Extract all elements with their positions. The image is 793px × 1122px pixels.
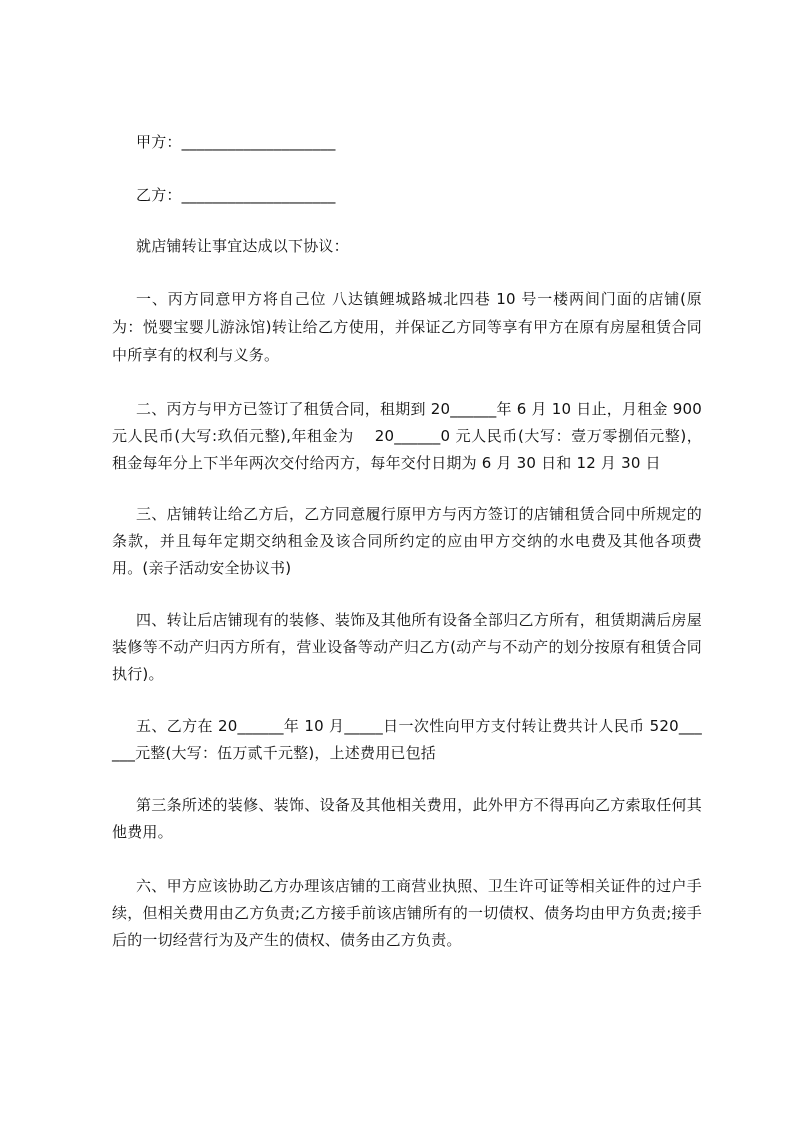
clause-6: 六、甲方应该协助乙方办理该店铺的工商营业执照、卫生许可证等相关证件的过户手续，但相关费用由乙方负责;乙方接手前该店铺所有的一切债权、债务均由甲方负责;接手后的一切经营行为及产生的债权、债务由乙方负责。 — [112, 877, 702, 949]
clause-3: 三、店铺转让给乙方后，乙方同意履行原甲方与丙方签订的店铺租赁合同中所规定的条款，并且每年定期交纳租金及该合同所约定的应由甲方交纳的水电费及其他各项费用。(亲子活动安全协议书) — [112, 505, 702, 577]
clause-4: 四、转让后店铺现有的装修、装饰及其他所有设备全部归乙方所有，租赁期满后房屋装修等不动产归丙方所有，营业设备等动产归乙方(动产与不动产的划分按原有租赁合同执行)。 — [112, 611, 702, 683]
party-a-line: 甲方：____________________ — [136, 133, 336, 151]
clause-5-continued: 第三条所述的装修、装饰、设备及其他相关费用，此外甲方不得再向乙方索取任何其他费用。 — [112, 796, 702, 841]
intro-line: 就店铺转让事宜达成以下协议： — [136, 237, 349, 255]
clause-5: 五、乙方在 20______年 10 月_____日一次性向甲方支付转让费共计人民币 520______元整(大写：伍万贰千元整)，上述费用已包括 — [112, 717, 702, 762]
clause-1: 一、丙方同意甲方将自己位 八达镇鲤城路城北四巷 10 号一楼两间门面的店铺(原为：悦婴宝婴儿游泳馆)转让给乙方使用，并保证乙方同等享有甲方在原有房屋租赁合同中所享有的权利与义务。 — [112, 290, 702, 364]
clause-2: 二、丙方与甲方已签订了租赁合同，租期到 20______年 6 月 10 日止，月租金 900 元人民币(大写:玖佰元整),年租金为 20______0 元人民币(大写：壹万零捌佰元整)，租金每年分上下半年两次交付给丙方，每年交付日期为 6 月 30 日和 12 月 30 日 — [112, 400, 702, 472]
party-b-line: 乙方：____________________ — [136, 186, 336, 204]
